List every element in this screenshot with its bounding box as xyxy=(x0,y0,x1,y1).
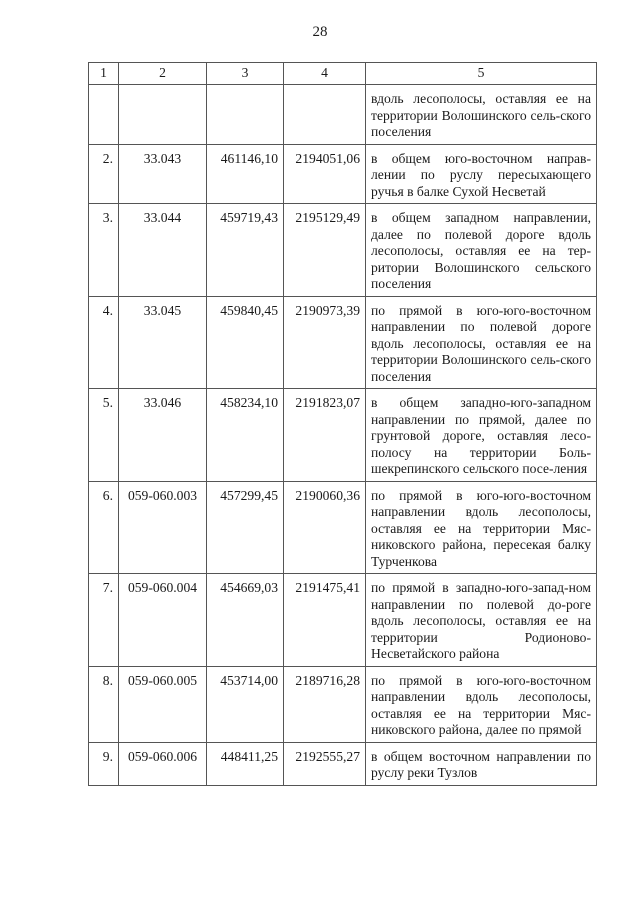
header-cell-2: 2 xyxy=(119,63,207,85)
row-number: 4. xyxy=(89,296,119,389)
boundary-description: по прямой в юго-юго-восточном направлении по полевой дороге вдоль лесополосы, оставляя ее на территории Волошинского сель-ского поселения xyxy=(366,296,597,389)
row-number: 8. xyxy=(89,666,119,742)
coord-x: 459840,45 xyxy=(207,296,284,389)
coord-y: 2189716,28 xyxy=(284,666,366,742)
table-row xyxy=(89,85,597,145)
coord-y: 2191475,41 xyxy=(284,574,366,667)
point-id: 33.043 xyxy=(119,144,207,204)
point-id xyxy=(119,85,207,145)
row-number: 2. xyxy=(89,144,119,204)
table-row xyxy=(89,144,597,204)
boundary-description: в общем западно-юго-западном направлении по прямой, далее по грунтовой дороге, оставляя лесо-полосу на территории Боль-шекрепинского сельского посе-ления xyxy=(366,389,597,482)
point-id: 059-060.006 xyxy=(119,742,207,785)
table-row xyxy=(89,296,597,389)
row-number: 9. xyxy=(89,742,119,785)
coord-x: 453714,00 xyxy=(207,666,284,742)
boundary-description: по прямой в юго-юго-восточном направлении вдоль лесополосы, оставляя ее на территории Мяс-никовского района, пересекая балку Турченкова xyxy=(366,481,597,574)
header-cell-5: 5 xyxy=(366,63,597,85)
point-id: 059-060.004 xyxy=(119,574,207,667)
boundary-description: по прямой в юго-юго-восточном направлении вдоль лесополосы, оставляя ее на территории Мяс-никовского района, далее по прямой xyxy=(366,666,597,742)
point-id: 059-060.003 xyxy=(119,481,207,574)
table-row xyxy=(89,574,597,667)
table-row xyxy=(89,204,597,297)
coord-x: 448411,25 xyxy=(207,742,284,785)
row-number: 7. xyxy=(89,574,119,667)
coord-x: 457299,45 xyxy=(207,481,284,574)
coord-x: 458234,10 xyxy=(207,389,284,482)
row-number: 3. xyxy=(89,204,119,297)
header-cell-3: 3 xyxy=(207,63,284,85)
row-number: 5. xyxy=(89,389,119,482)
header-row xyxy=(89,63,597,85)
boundary-description-table xyxy=(88,62,597,786)
table-header xyxy=(89,63,597,85)
table-row xyxy=(89,742,597,785)
table-body xyxy=(89,85,597,786)
coord-y: 2195129,49 xyxy=(284,204,366,297)
row-number xyxy=(89,85,119,145)
header-cell-4: 4 xyxy=(284,63,366,85)
table-row xyxy=(89,481,597,574)
coord-x: 459719,43 xyxy=(207,204,284,297)
coord-y: 2190060,36 xyxy=(284,481,366,574)
coord-x: 461146,10 xyxy=(207,144,284,204)
page-number: 28 xyxy=(312,24,328,40)
coord-y xyxy=(284,85,366,145)
point-id: 33.044 xyxy=(119,204,207,297)
boundary-description: вдоль лесополосы, оставляя ее на территории Волошинского сель-ского поселения xyxy=(366,85,597,145)
coord-y: 2190973,39 xyxy=(284,296,366,389)
boundary-description: по прямой в западно-юго-запад-ном направлении по полевой до-роге вдоль лесополосы, оставляя ее на территории Родионово-Несветайского района xyxy=(366,574,597,667)
point-id: 33.046 xyxy=(119,389,207,482)
coord-y: 2191823,07 xyxy=(284,389,366,482)
point-id: 33.045 xyxy=(119,296,207,389)
boundary-description: в общем западном направлении, далее по полевой дороге вдоль лесополосы, оставляя ее на тер-ритории Волошинского сельского поселения xyxy=(366,204,597,297)
table-row xyxy=(89,666,597,742)
header-cell-1: 1 xyxy=(89,63,119,85)
coord-x: 454669,03 xyxy=(207,574,284,667)
table-row xyxy=(89,389,597,482)
boundary-description: в общем юго-восточном направ-лении по руслу пересыхающего ручья в балке Сухой Несветай xyxy=(366,144,597,204)
row-number: 6. xyxy=(89,481,119,574)
coord-x xyxy=(207,85,284,145)
coord-y: 2194051,06 xyxy=(284,144,366,204)
coord-y: 2192555,27 xyxy=(284,742,366,785)
boundary-description: в общем восточном направлении по руслу реки Тузлов xyxy=(366,742,597,785)
point-id: 059-060.005 xyxy=(119,666,207,742)
